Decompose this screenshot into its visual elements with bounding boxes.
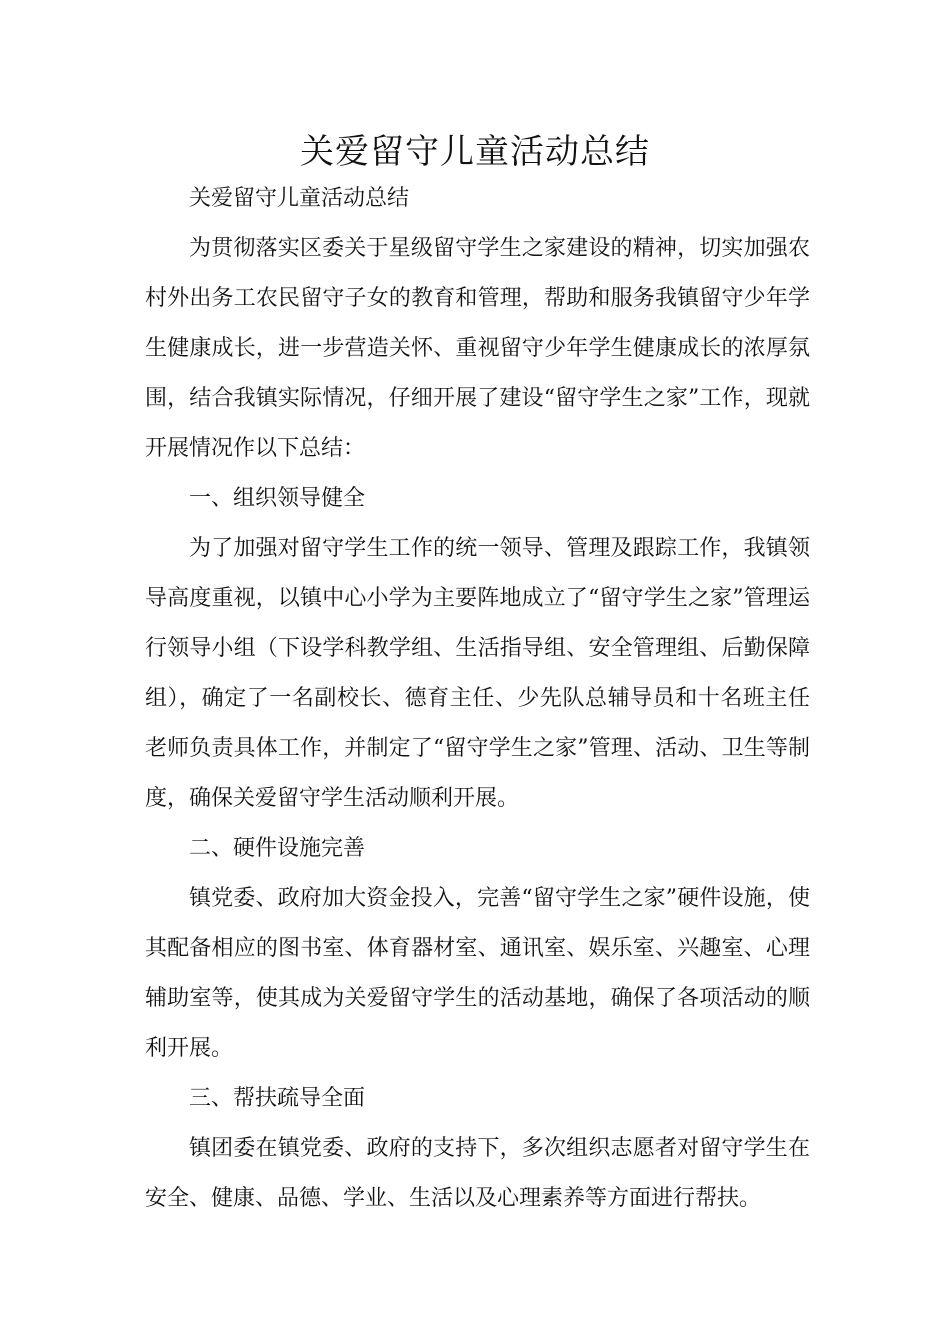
- section-heading-support: 三、帮扶疏导全面: [189, 1086, 366, 1111]
- section-heading-organization: 一、组织领导健全: [189, 486, 366, 511]
- support-paragraph: 镇团委在镇党委、政府的支持下，多次组织志愿者对留守学生在安全、健康、品德、学业、生活以及心理素养等方面进行帮扶。: [145, 1136, 810, 1211]
- organization-paragraph: 为了加强对留守学生工作的统一领导、管理及跟踪工作，我镇领导高度重视，以镇中心小学为主要阵地成立了“留守学生之家”管理运行领导小组（下设学科教学组、生活指导组、安全管理组、后勤保障组），确定了一名副校长、德育主任、少先队总辅导员和十名班主任老师负责具体工作，并制定了“留守学生之家”管理、活动、卫生等制度，确保关爱留守学生活动顺利开展。: [145, 536, 810, 811]
- intro-paragraph: 为贯彻落实区委关于星级留守学生之家建设的精神，切实加强农村外出务工农民留守子女的教育和管理，帮助和服务我镇留守少年学生健康成长，进一步营造关怀、重视留守少年学生健康成长的浓厚氛围，结合我镇实际情况，仔细开展了建设“留守学生之家”工作，现就开展情况作以下总结：: [145, 236, 810, 461]
- facilities-paragraph: 镇党委、政府加大资金投入，完善“留守学生之家”硬件设施，使其配备相应的图书室、体育器材室、通讯室、娱乐室、兴趣室、心理辅助室等，使其成为关爱留守学生的活动基地，确保了各项活动的顺利开展。: [145, 886, 810, 1061]
- document-body: [145, 174, 810, 1224]
- document-title: 关爱留守儿童活动总结: [300, 132, 650, 172]
- section-heading-facilities: 二、硬件设施完善: [189, 836, 366, 861]
- subtitle-paragraph: 关爱留守儿童活动总结: [189, 186, 410, 211]
